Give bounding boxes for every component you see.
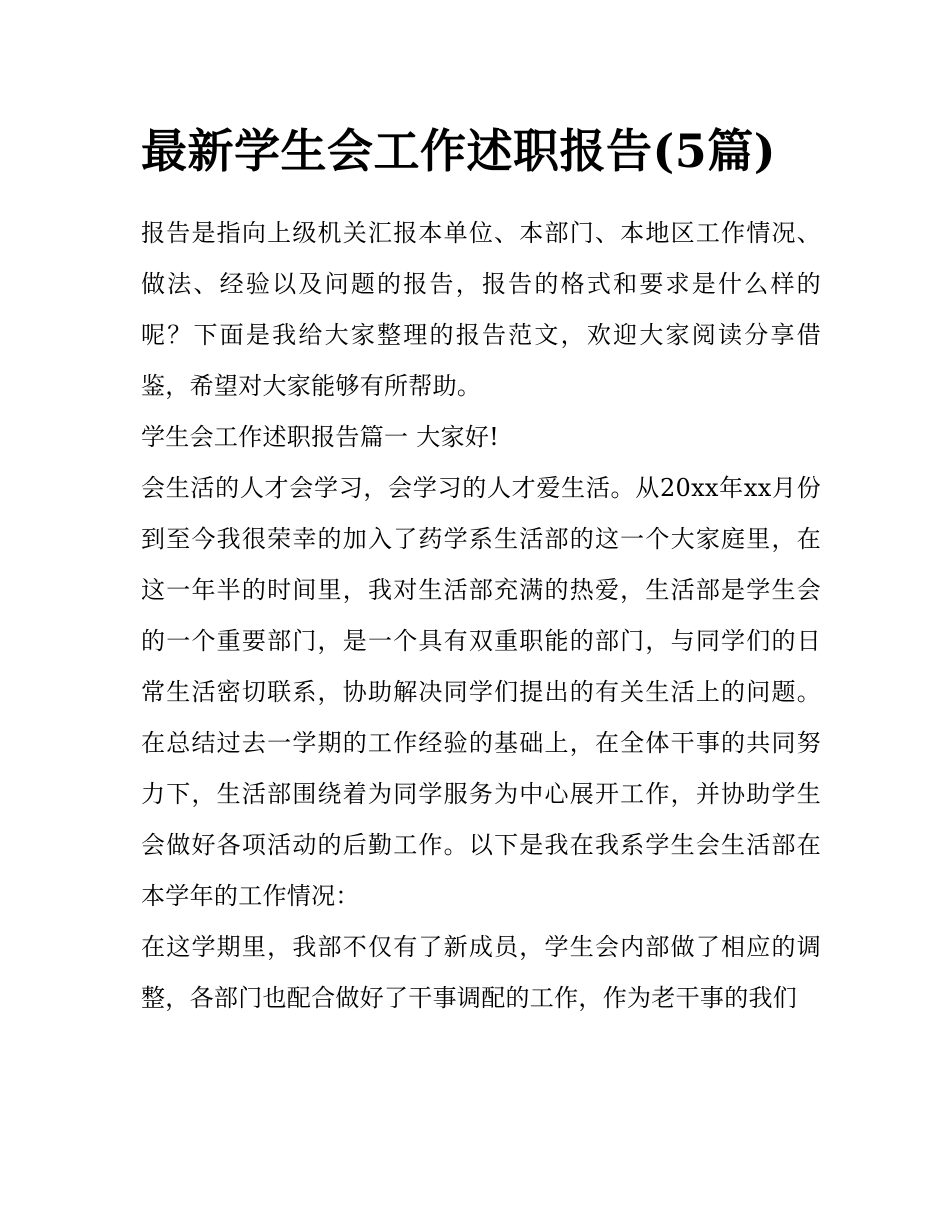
document-title: 最新学生会工作述职报告(5篇) bbox=[141, 124, 777, 178]
intro-paragraph: 报告是指向上级机关汇报本单位、本部门、本地区工作情况、做法、经验以及问题的报告，报告的格式和要求是什么样的呢？下面是我给大家整理的报告范文，欢迎大家阅读分享借鉴，希望对大家能够有所帮助。 bbox=[141, 219, 821, 400]
section-heading-paragraph: 学生会工作述职报告篇一 大家好! bbox=[141, 423, 500, 451]
body-paragraph: 会生活的人才会学习，会学习的人才爱生活。从20xx年xx月份到至今我很荣幸的加入了药学系生活部的这一个大家庭里，在这一年半的时间里，我对生活部充满的热爱，生活部是学生会的一个重要部门，是一个具有双重职能的部门，与同学们的日常生活密切联系，协助解决同学们提出的有关生活上的问题。在总结过去一学期的工作经验的基础上，在全体干事的共同努力下，生活部围绕着为同学服务为中心展开工作，并协助学生会做好各项活动的后勤工作。以下是我在我系学生会生活部在本学年的工作情况： bbox=[141, 474, 821, 910]
body-paragraph: 在这学期里，我部不仅有了新成员，学生会内部做了相应的调整，各部门也配合做好了干事调配的工作，作为老干事的我们 bbox=[141, 933, 821, 1012]
document-page bbox=[141, 110, 821, 1024]
